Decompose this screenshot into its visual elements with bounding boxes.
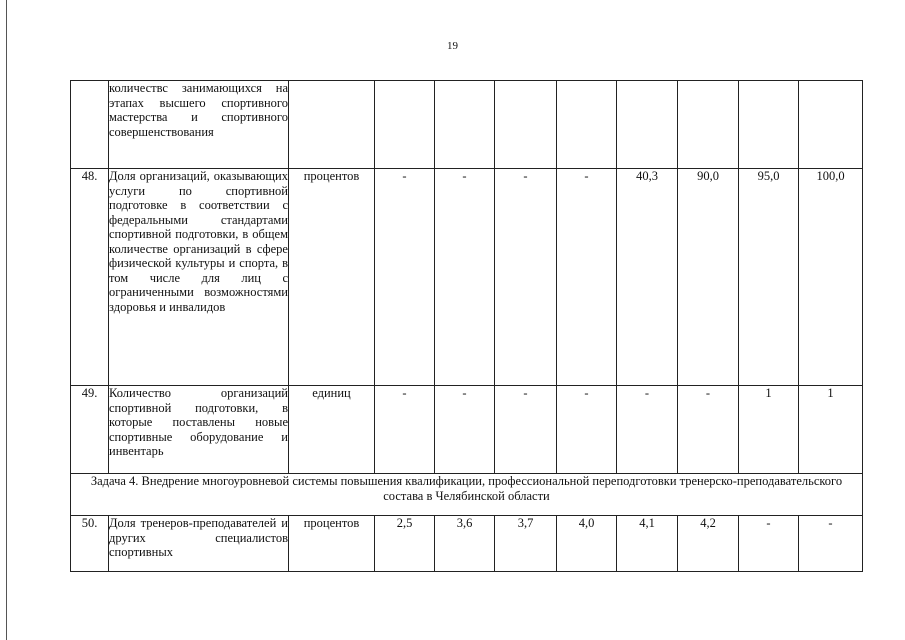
value-cell: 90,0 bbox=[678, 169, 739, 386]
value-cell: 2,5 bbox=[375, 516, 435, 572]
indicators-table bbox=[70, 80, 863, 572]
indicator-description: количествс занимающихся на этапах высшего спортивного мастерства и спортивного совершенствования bbox=[109, 81, 289, 169]
table-row-48 bbox=[71, 169, 863, 386]
value-cell bbox=[739, 81, 799, 169]
unit-cell: процентов bbox=[289, 169, 375, 386]
value-cell: - bbox=[739, 516, 799, 572]
row-number: 49. bbox=[71, 386, 109, 474]
table-row-continuation bbox=[71, 81, 863, 169]
indicator-description: Доля организаций, оказывающих услуги по спортивной подготовке в соответствии с федеральными стандартами спортивной подготовки, в общем количестве организаций в сфере физической культуры и спорта, в том числе для лиц с ограниченными возможностями здоровья и инвалидов bbox=[109, 169, 289, 386]
value-cell: - bbox=[435, 169, 495, 386]
value-cell bbox=[375, 81, 435, 169]
value-cell bbox=[617, 81, 678, 169]
unit-cell bbox=[289, 81, 375, 169]
indicator-description: Количество организаций спортивной подготовки, в которые поставлены новые спортивные оборудование и инвентарь bbox=[109, 386, 289, 474]
task-heading-row bbox=[71, 474, 863, 516]
value-cell: 40,3 bbox=[617, 169, 678, 386]
row-number: 48. bbox=[71, 169, 109, 386]
table-row-50 bbox=[71, 516, 863, 572]
table-row-49 bbox=[71, 386, 863, 474]
value-cell: 4,0 bbox=[557, 516, 617, 572]
row-number bbox=[71, 81, 109, 169]
value-cell bbox=[557, 81, 617, 169]
value-cell: - bbox=[617, 386, 678, 474]
value-cell: - bbox=[799, 516, 863, 572]
task-heading: Задача 4. Внедрение многоуровневой системы повышения квалификации, профессиональной переподготовки тренерско-преподавательского состава в Челябинской области bbox=[71, 474, 863, 516]
value-cell: - bbox=[435, 386, 495, 474]
value-cell: - bbox=[678, 386, 739, 474]
value-cell: - bbox=[495, 386, 557, 474]
value-cell: 3,6 bbox=[435, 516, 495, 572]
value-cell bbox=[799, 81, 863, 169]
page-number: 19 bbox=[447, 40, 458, 52]
value-cell: - bbox=[495, 169, 557, 386]
value-cell: - bbox=[557, 169, 617, 386]
value-cell: 3,7 bbox=[495, 516, 557, 572]
unit-cell: единиц bbox=[289, 386, 375, 474]
value-cell bbox=[495, 81, 557, 169]
indicator-description: Доля тренеров-преподавателей и других специалистов спортивных bbox=[109, 516, 289, 572]
value-cell bbox=[435, 81, 495, 169]
value-cell: - bbox=[557, 386, 617, 474]
value-cell: - bbox=[375, 169, 435, 386]
value-cell: - bbox=[375, 386, 435, 474]
value-cell bbox=[678, 81, 739, 169]
value-cell: 1 bbox=[799, 386, 863, 474]
value-cell: 1 bbox=[739, 386, 799, 474]
row-number: 50. bbox=[71, 516, 109, 572]
value-cell: 95,0 bbox=[739, 169, 799, 386]
page-margin-line bbox=[6, 0, 7, 640]
value-cell: 4,1 bbox=[617, 516, 678, 572]
unit-cell: процентов bbox=[289, 516, 375, 572]
value-cell: 4,2 bbox=[678, 516, 739, 572]
value-cell: 100,0 bbox=[799, 169, 863, 386]
